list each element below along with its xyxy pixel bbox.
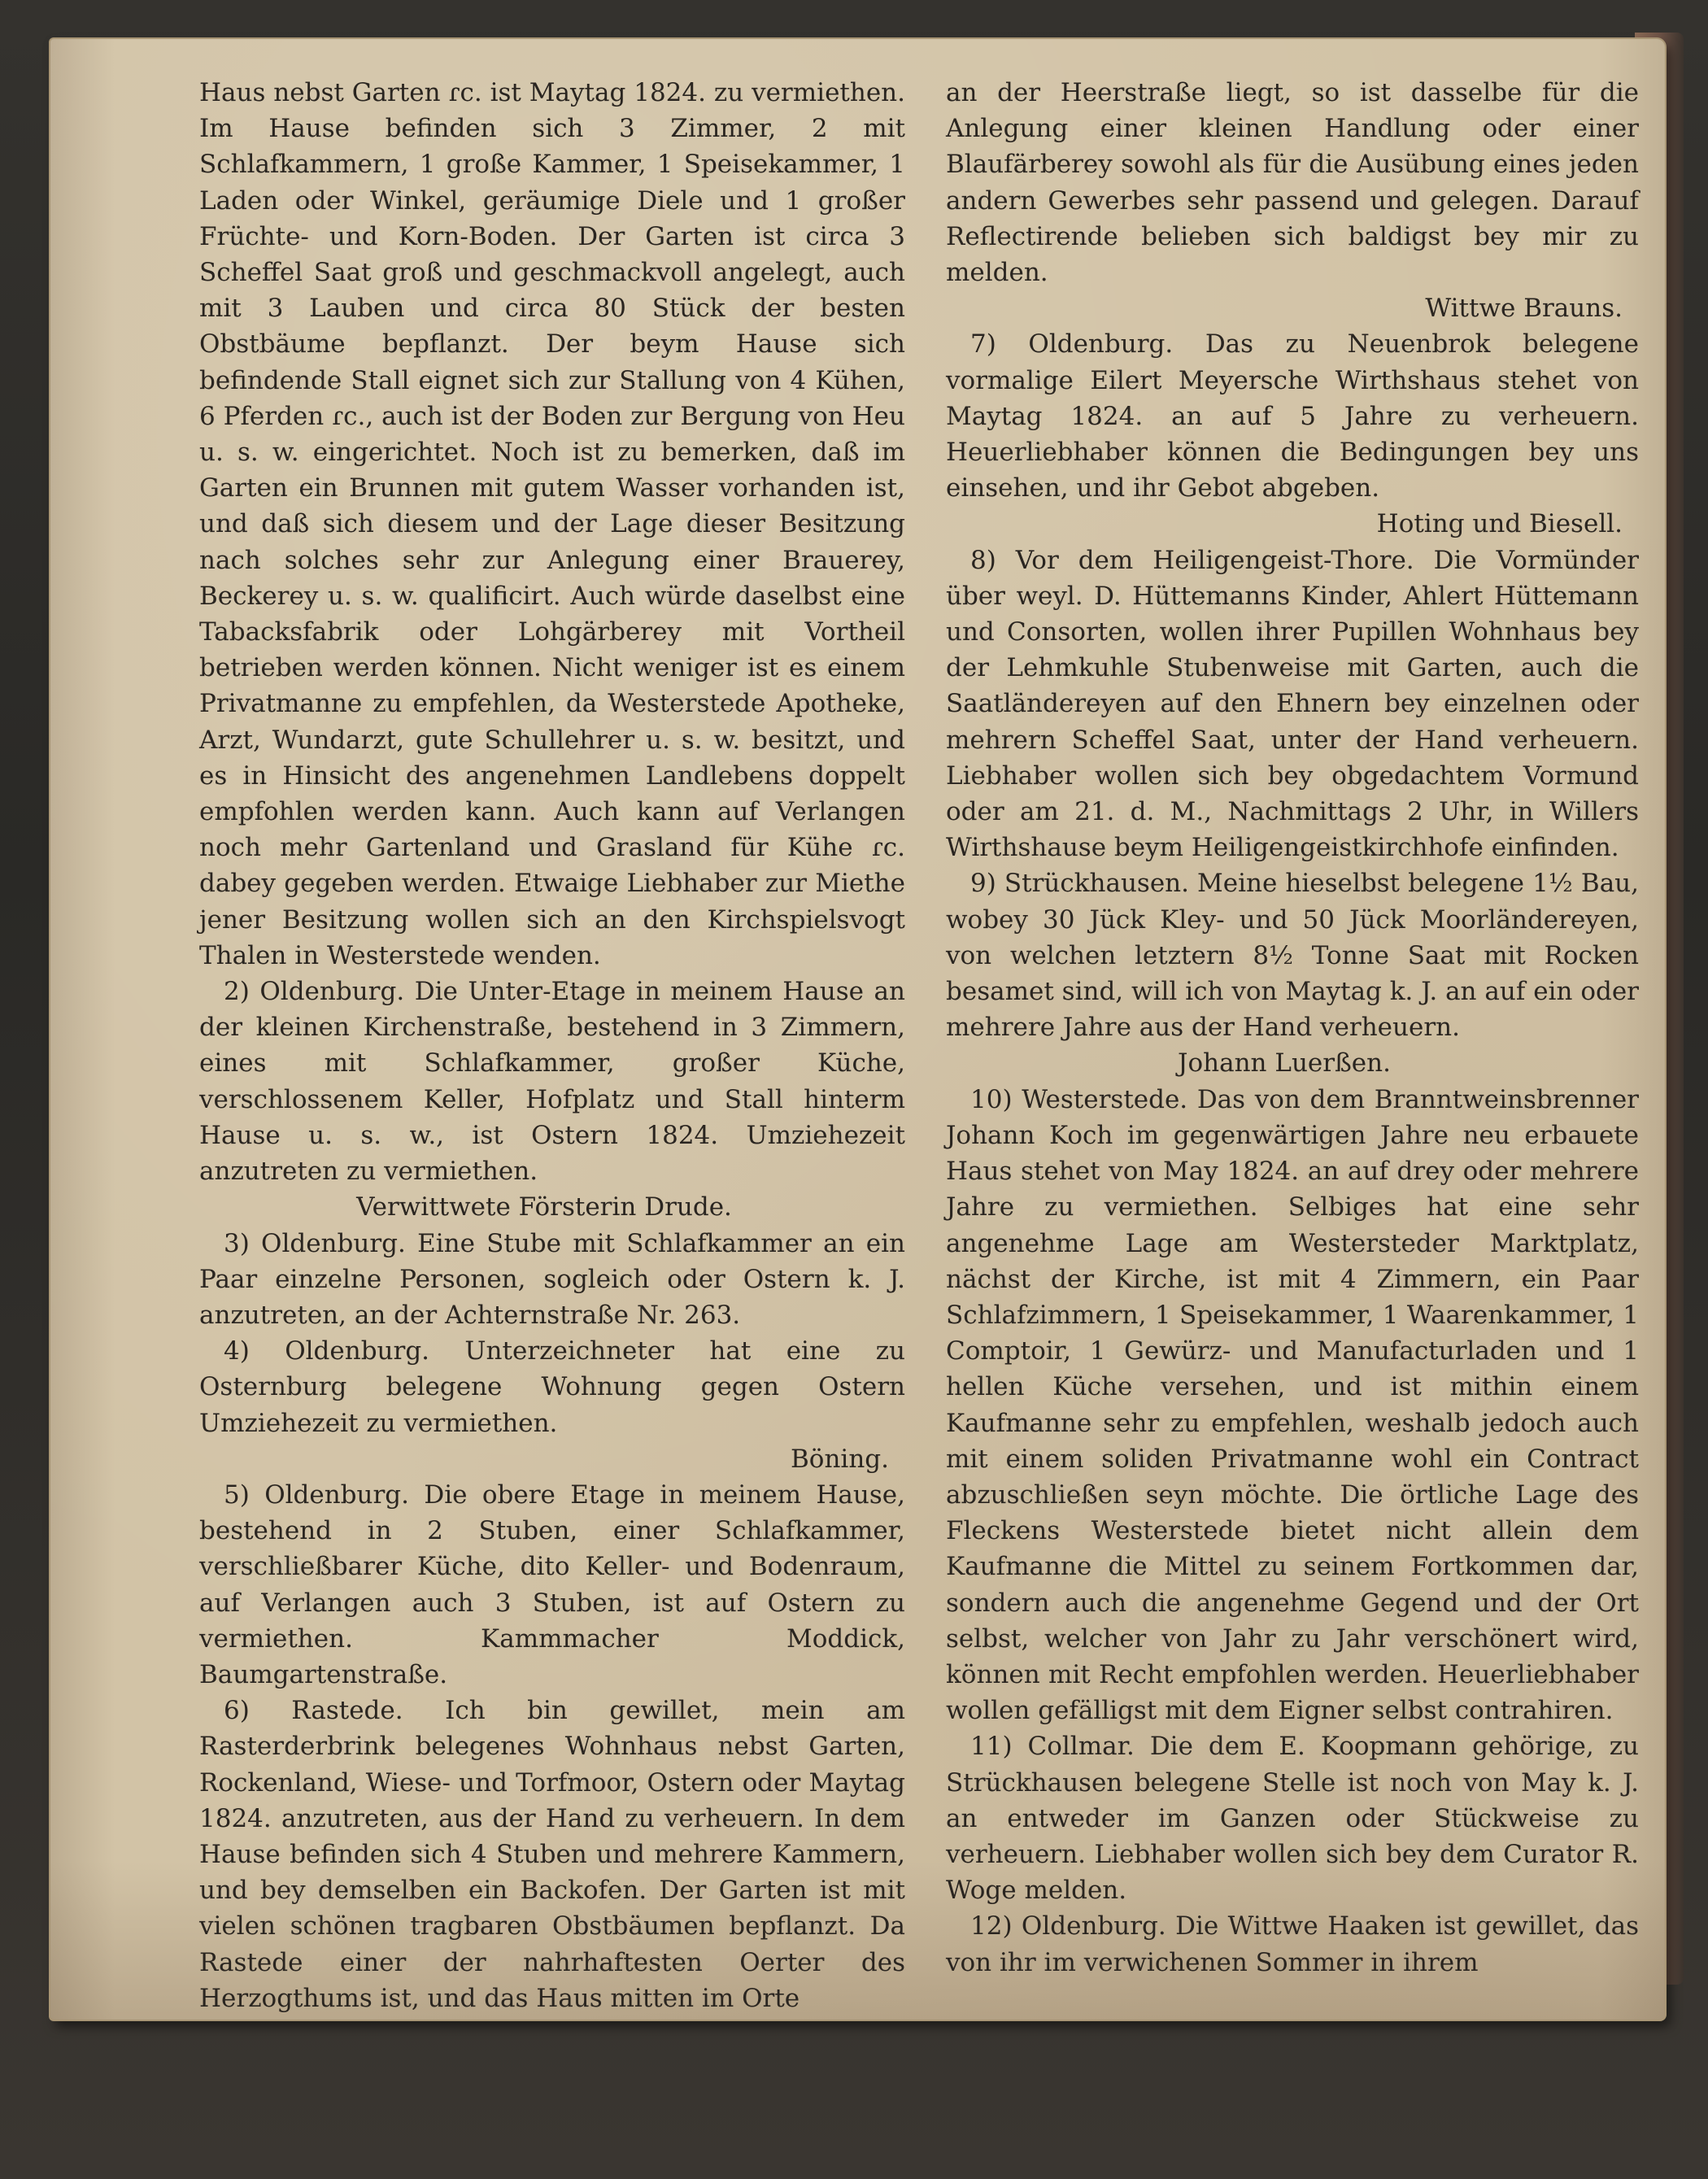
listing-6: 6) Rastede. Ich bin gewillet, mein am Rasterderbrink belegenes Wohnhaus nebst Garten, Rockenland, Wiese- und Torfmoor, Ostern oder Maytag 1824. anzutreten, aus der Hand zu verheuern. In dem Hause befinden sich 4 Stuben und mehrere Kammern, und bey demselben ein Backofen. Der Garten ist mit vielen schönen tragbaren Obstbäumen bepflanzt. Da Rastede einer der nahrhaftesten Oerter des Herzogthums ist, und das Haus mitten im Orte: [199, 1696, 905, 2013]
signature-9: Johann Luerßen.: [1178, 1048, 1391, 1079]
listing-6-continued: an der Heerstraße liegt, so ist dasselbe für die Anlegung einer kleinen Handlung oder einer Blaufärberey sowohl als für die Ausübung eines jeden andern Gewerbes sehr passend und gelegen. Darauf Reflectirende belieben sich baldigst bey mir zu melden.: [946, 78, 1639, 288]
listing-2: 2) Oldenburg. Die Unter-Etage in meinem Hause an der kleinen Kirchenstraße, bestehend in 3 Zimmern, eines mit Schlafkammer, großer Küche, verschlossenem Keller, Hofplatz und Stall hinterm Hause u. s. w., ist Ostern 1824. Umziehezeit anzutreten zu vermiethen.: [199, 977, 905, 1187]
signature-6: Wittwe Brauns.: [1425, 294, 1623, 324]
listing-9: 9) Strückhausen. Meine hieselbst belegene 1½ Bau, wobey 30 Jück Kley- und 50 Jück Moorländereyen, von welchen letztern 8½ Tonne Saat mit Rocken besamet sind, will ich von Maytag k. J. an auf ein oder mehrere Jahre aus der Hand verheuern.: [946, 869, 1639, 1043]
signature-7: Hoting und Biesell.: [1376, 509, 1623, 539]
left-column: [199, 75, 905, 2016]
listing-8: 8) Vor dem Heiligengeist-Thore. Die Vormünder über weyl. D. Hüttemanns Kinder, Ahlert Hüttemann und Consorten, wollen ihrer Pupillen Wohnhaus bey der Lehmkuhle Stubenweise mit Garten, auch die Saatländereyen auf den Ehnern bey einzelnen oder mehrern Scheffel Saat, unter der Hand verheuern. Liebhaber wollen sich bey obgedachtem Vormund oder am 21. d. M., Nachmittags 2 Uhr, in Willers Wirthshause beym Heiligengeistkirchhofe einfinden.: [946, 545, 1639, 863]
signature-2: Verwittwete Försterin Drude.: [356, 1192, 732, 1222]
listing-11: 11) Collmar. Die dem E. Koopmann gehörige, zu Strückhausen belegene Stelle ist noch von May k. J. an entweder im Ganzen oder Stückweise zu verheuern. Liebhaber wollen sich bey dem Curator R. Woge melden.: [946, 1732, 1639, 1906]
listing-7: 7) Oldenburg. Das zu Neuenbrok belegene vormalige Eilert Meyersche Wirthshaus stehet von Maytag 1824. an auf 5 Jahre zu verheuern. Heuerliebhaber können die Bedingungen bey uns einsehen, und ihr Gebot abgeben.: [946, 329, 1639, 503]
listing-5: 5) Oldenburg. Die obere Etage in meinem Hause, bestehend in 2 Stuben, einer Schlafkammer, verschließbarer Küche, dito Keller- und Bodenraum, auf Verlangen auch 3 Stuben, ist auf Ostern zu vermiethen. Kammmacher Moddick, Baumgartenstraße.: [199, 1480, 905, 1689]
listing-continued: Haus nebst Garten ɾc. ist Maytag 1824. zu vermiethen. Im Hause befinden sich 3 Zimmer, 2 mit Schlafkammern, 1 große Kammer, 1 Speisekammer, 1 Laden oder Winkel, geräumige Diele und 1 großer Früchte- und Korn-Boden. Der Garten ist circa 3 Scheffel Saat groß und geschmackvoll angelegt, auch mit 3 Lauben und circa 80 Stück der besten Obstbäume bepflanzt. Der beym Hause sich befindende Stall eignet sich zur Stallung von 4 Kühen, 6 Pferden ɾc., auch ist der Boden zur Bergung von Heu u. s. w. eingerichtet. Noch ist zu bemerken, daß im Garten ein Brunnen mit gutem Wasser vorhanden ist, und daß sich diesem und der Lage dieser Besitzung nach solches sehr zur Anlegung einer Brauerey, Beckerey u. s. w. qualificirt. Auch würde daselbst eine Tabacksfabrik oder Lohgärberey mit Vortheil betrieben werden können. Nicht weniger ist es einem Privatmanne zu empfehlen, da Westerstede Apotheke, Arzt, Wundarzt, gute Schullehrer u. s. w. besitzt, und es in Hinsicht des angenehmen Landlebens doppelt empfohlen werden kann. Auch kann auf Verlangen noch mehr Gartenland und Grasland für Kühe ɾc. dabey gegeben werden. Etwaige Liebhaber zur Miethe jener Besitzung wollen sich an den Kirchspielsvogt Thalen in Westerstede wenden.: [199, 78, 905, 970]
listing-3: 3) Oldenburg. Eine Stube mit Schlafkammer an ein Paar einzelne Personen, sogleich oder Ostern k. J. anzutreten, an der Achternstraße Nr. 263.: [199, 1228, 905, 1330]
listing-10: 10) Westerstede. Das von dem Branntweinsbrenner Johann Koch im gegenwärtigen Jahre neu erbauete Haus stehet von May 1824. an auf drey oder mehrere Jahre zu vermiethen. Selbiges hat eine sehr angenehme Lage am Westersteder Marktplatz, nächst der Kirche, ist mit 4 Zimmern, ein Paar Schlafzimmern, 1 Speisekammer, 1 Waarenkammer, 1 Comptoir, 1 Gewürz- und Manufacturladen und 1 hellen Küche versehen, und ist mithin einem Kaufmanne sehr zu empfehlen, weshalb jedoch auch mit einem soliden Privatmanne wohl ein Contract abzuschließen seyn möchte. Die örtliche Lage des Fleckens Westerstede bietet nicht allein dem Kaufmanne die Mittel zu seinem Fortkommen dar, sondern auch die angenehme Gegend und der Ort selbst, welcher von Jahr zu Jahr verschönert wird, können mit Recht empfohlen werden. Heuerliebhaber wollen gefälligst mit dem Eigner selbst contrahiren.: [946, 1084, 1639, 1726]
listing-12: 12) Oldenburg. Die Wittwe Haaken ist gewillet, das von ihr im verwichenen Sommer in ihrem: [946, 1911, 1639, 1977]
signature-4: Böning.: [791, 1444, 889, 1474]
listing-4: 4) Oldenburg. Unterzeichneter hat eine zu Osternburg belegene Wohnung gegen Ostern Umziehezeit zu vermiethen.: [199, 1336, 905, 1438]
right-column: [946, 75, 1639, 1981]
